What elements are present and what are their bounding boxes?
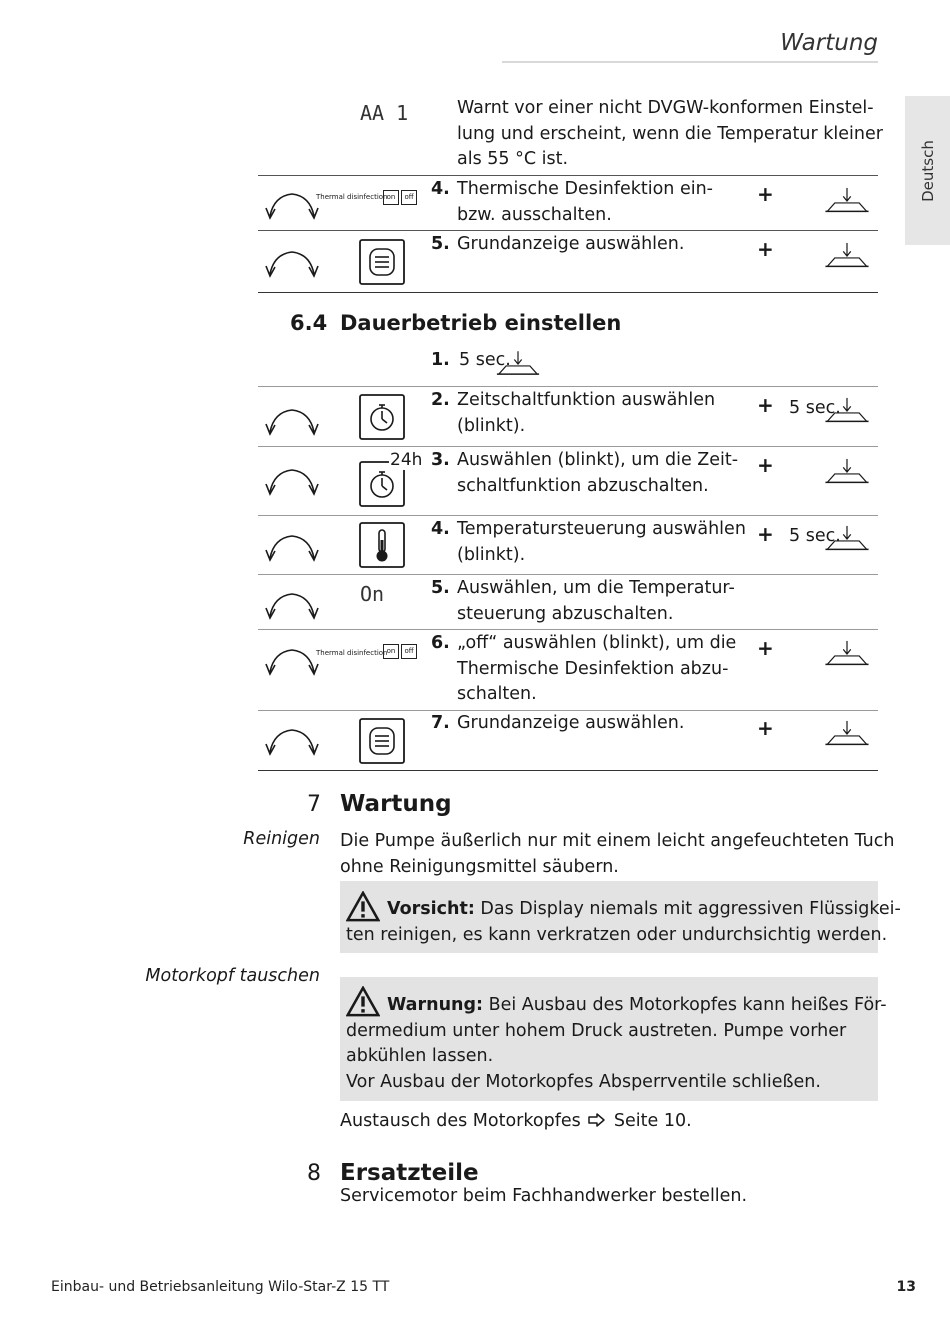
- press-button-icon: [824, 458, 870, 488]
- text-line: bzw. ausschalten.: [457, 204, 612, 225]
- press-button-icon: [496, 350, 540, 380]
- motor-exchange-reference: [340, 1109, 692, 1135]
- rotate-knob-icon: [262, 722, 322, 762]
- clock-icon: [359, 394, 405, 440]
- text-line: steuerung abzuschalten.: [457, 603, 674, 624]
- plus-sign: +: [757, 636, 774, 660]
- warning-line-2: dermedium unter hohem Druck austreten. Pumpe vorher: [346, 1021, 847, 1041]
- section-number: 6.4: [290, 311, 328, 335]
- header-rule: [502, 61, 878, 63]
- rotate-knob-icon: [262, 586, 322, 626]
- text-line: schalten.: [457, 684, 537, 704]
- language-tab: [905, 96, 950, 245]
- step-number: 2.: [431, 390, 450, 410]
- press-button-icon: [824, 397, 870, 427]
- table-divider: [258, 446, 878, 447]
- plus-sign: +: [757, 393, 774, 417]
- warning-triangle-icon: [346, 891, 380, 922]
- off-indicator: off: [401, 644, 417, 659]
- thermometer-icon: [359, 522, 405, 568]
- caution-line-2: ten reinigen, es kann verkratzen oder undurchsichtig werden.: [346, 925, 888, 945]
- text-line: Die Pumpe äußerlich nur mit einem leicht angefeuchteten Tuch: [340, 831, 895, 851]
- step-text: [457, 388, 715, 439]
- lcd-code-on: On: [360, 582, 385, 606]
- rotate-knob-icon: [262, 528, 322, 568]
- text-line: lung und erscheint, wenn die Temperatur kleiner: [457, 123, 883, 144]
- rotate-knob-icon: [262, 186, 322, 226]
- timer-24h-label: 24h: [390, 450, 423, 470]
- text-line: Thermische Desinfektion abzu-: [457, 658, 729, 679]
- step-text: [457, 517, 746, 568]
- text-line: Warnt vor einer nicht DVGW-konformen Einstel-: [457, 98, 874, 118]
- arrow-right-icon: [588, 1113, 606, 1127]
- step-number: 1.: [431, 350, 450, 370]
- exchange-page-link[interactable]: Seite 10.: [613, 1111, 692, 1131]
- table-divider: [258, 574, 878, 575]
- press-button-icon: [824, 525, 870, 555]
- margin-label-motorkopf: Motorkopf tauschen: [145, 966, 320, 986]
- text-line: (blinkt).: [457, 544, 526, 565]
- menu-screen-icon: [359, 718, 405, 764]
- rotate-knob-icon: [262, 402, 322, 442]
- step-text: [457, 711, 684, 737]
- text-line: Grundanzeige auswählen.: [457, 713, 685, 733]
- table-divider: [258, 770, 878, 771]
- press-button-icon: [824, 242, 870, 272]
- margin-label-reinigen: Reinigen: [243, 829, 320, 849]
- on-indicator: on: [383, 644, 399, 659]
- caution-box: [340, 881, 901, 953]
- page-header-title: Wartung: [780, 30, 878, 56]
- text-line: Auswählen (blinkt), um die Zeit-: [457, 450, 739, 470]
- step-text: [457, 232, 684, 258]
- warning-line-1: [387, 993, 887, 1019]
- footer-document-title: Einbau- und Betriebsanleitung Wilo-Star-Z 15 TT: [51, 1279, 390, 1295]
- table-divider: [258, 386, 878, 387]
- rotate-knob-icon: [262, 244, 322, 284]
- caution-label: Vorsicht:: [387, 899, 475, 919]
- plus-sign: +: [757, 716, 774, 740]
- text-line: Thermische Desinfektion ein-: [457, 179, 713, 199]
- aa1-description: [457, 96, 883, 173]
- hold-duration: 5 sec.: [789, 398, 841, 418]
- caution-line-1: [387, 897, 901, 923]
- rotate-knob-icon: [262, 642, 322, 682]
- thermal-disinfection-label: Thermal disinfection: [316, 649, 388, 657]
- table-divider: [258, 515, 878, 516]
- page-number: 13: [896, 1279, 916, 1295]
- press-button-icon: [824, 640, 870, 670]
- text-line: schaltfunktion abzuschalten.: [457, 475, 709, 496]
- menu-screen-icon: [359, 239, 405, 285]
- warning-triangle-icon: [346, 986, 380, 1017]
- press-button-icon: [824, 187, 870, 217]
- thermal-disinfection-label: Thermal disinfection: [316, 193, 388, 201]
- step-text: [457, 631, 736, 708]
- section-number: 8: [307, 1161, 321, 1186]
- press-button-icon: [824, 720, 870, 750]
- step-number: 3.: [431, 450, 450, 470]
- step-text: 5 sec.: [459, 350, 511, 370]
- text-line: Temperatursteuerung auswählen: [457, 519, 746, 539]
- plus-sign: +: [757, 237, 774, 261]
- section-title: Dauerbetrieb einstellen: [340, 311, 622, 335]
- step-number: 5.: [431, 234, 450, 254]
- step-text: [457, 448, 738, 499]
- text-line: Zeitschaltfunktion auswählen: [457, 390, 716, 410]
- text-line: (blinkt).: [457, 415, 526, 436]
- cleaning-instructions: [340, 829, 894, 880]
- table-divider: [258, 175, 878, 176]
- table-divider: [258, 230, 878, 231]
- warning-text: Bei Ausbau des Motorkopfes kann heißes För-: [483, 995, 887, 1015]
- step-text: [457, 576, 735, 627]
- step-number: 7.: [431, 713, 450, 733]
- step-number: 5.: [431, 578, 450, 598]
- rotate-knob-icon: [262, 462, 322, 502]
- plus-sign: +: [757, 453, 774, 477]
- step-number: 6.: [431, 633, 450, 653]
- section-title: Ersatzteile: [340, 1160, 479, 1186]
- text-line: als 55 °C ist.: [457, 149, 569, 169]
- text-line: ohne Reinigungsmittel säubern.: [340, 856, 619, 877]
- step-number: 4.: [431, 519, 450, 539]
- spare-parts-text: Servicemotor beim Fachhandwerker bestellen.: [340, 1186, 748, 1206]
- table-divider: [258, 629, 878, 630]
- text-line: Grundanzeige auswählen.: [457, 234, 685, 254]
- step-number: 4.: [431, 179, 450, 199]
- warning-line-3: abkühlen lassen.: [346, 1046, 494, 1066]
- on-indicator: on: [383, 190, 399, 205]
- hold-duration: 5 sec.: [789, 526, 841, 546]
- exchange-text: Austausch des Motorkopfes: [340, 1111, 581, 1131]
- plus-sign: +: [757, 182, 774, 206]
- section-number: 7: [307, 792, 321, 817]
- warning-line-4: Vor Ausbau der Motorkopfes Absperrventile schließen.: [346, 1072, 821, 1092]
- section-title: Wartung: [340, 791, 452, 817]
- plus-sign: +: [757, 522, 774, 546]
- warning-label: Warnung:: [387, 995, 484, 1015]
- off-indicator: off: [401, 190, 417, 205]
- lcd-code-aa1: AA 1: [360, 101, 409, 125]
- caution-text: Das Display niemals mit aggressiven Flüssigkei-: [474, 899, 901, 919]
- text-line: Auswählen, um die Temperatur-: [457, 578, 735, 598]
- step-text: [457, 177, 713, 228]
- table-divider: [258, 292, 878, 293]
- language-tab-label: Deutsch: [918, 139, 937, 202]
- warning-box: [340, 977, 887, 1101]
- text-line: „off“ auswählen (blinkt), um die: [457, 633, 737, 653]
